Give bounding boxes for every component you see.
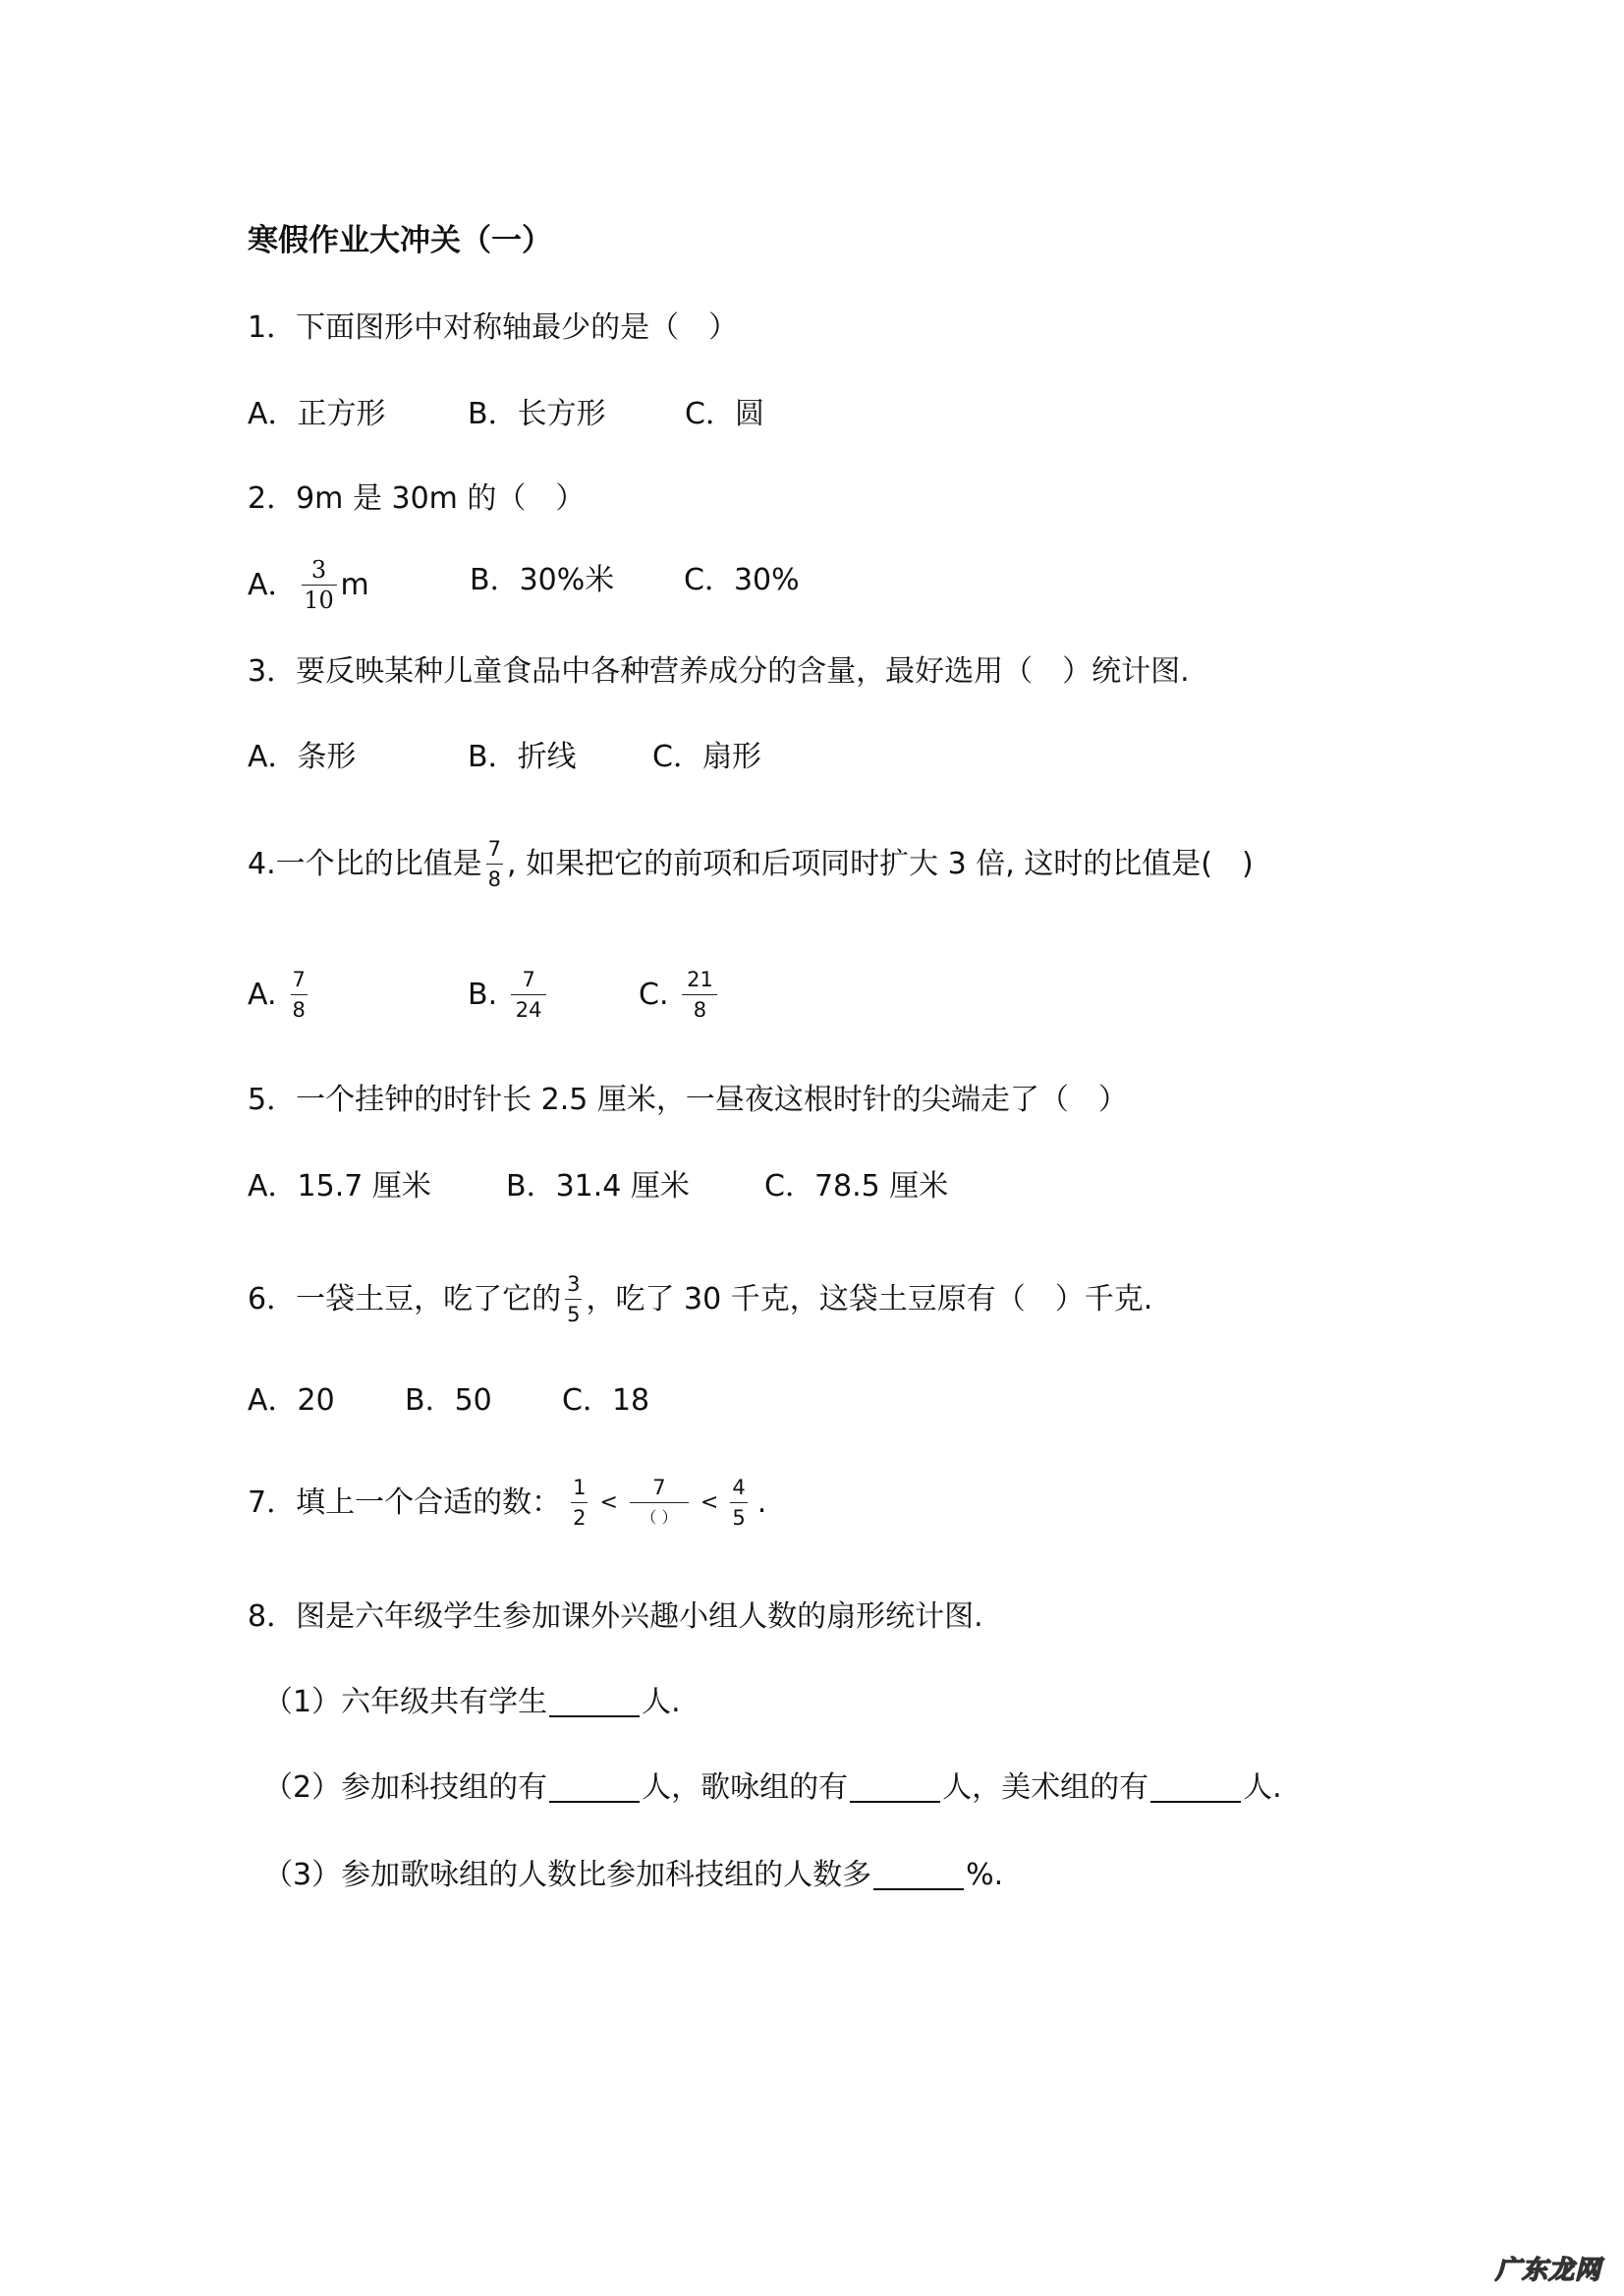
option-label: A． bbox=[248, 740, 298, 774]
sub-label: （1） bbox=[263, 1685, 342, 1719]
option-text: 18 bbox=[611, 1383, 650, 1418]
watermark-logo: 广东龙网 bbox=[1495, 2256, 1602, 2285]
q3-option-c[interactable] bbox=[652, 738, 761, 777]
fraction-bar bbox=[486, 864, 503, 865]
question-number: 3． bbox=[248, 654, 297, 689]
fraction-bar bbox=[291, 994, 308, 995]
answer-blank[interactable] bbox=[850, 1773, 940, 1803]
question-number: 8． bbox=[248, 1599, 297, 1634]
fraction bbox=[565, 1272, 582, 1326]
option-label: B. bbox=[468, 977, 498, 1012]
sub-label: （3） bbox=[263, 1858, 342, 1892]
sub-text: 参加科技组的有 bbox=[341, 1770, 548, 1805]
q8-sub-2 bbox=[263, 1768, 1282, 1808]
numerator: 4 bbox=[732, 1476, 746, 1499]
q2-option-a[interactable] bbox=[248, 558, 369, 612]
option-label: C． bbox=[652, 740, 702, 774]
fraction-bar bbox=[682, 994, 717, 995]
sub-text: 六年级共有学生 bbox=[341, 1685, 548, 1719]
option-text: 30% bbox=[733, 563, 800, 597]
numerator: 3 bbox=[567, 1272, 581, 1296]
numerator: 7 bbox=[487, 837, 501, 861]
page-title bbox=[248, 221, 552, 260]
question-stem-before: 一袋土豆，吃了它的 bbox=[296, 1281, 562, 1316]
numerator: 7 bbox=[292, 968, 306, 991]
fraction bbox=[682, 968, 717, 1022]
denominator: 8 bbox=[292, 998, 306, 1022]
option-label: A． bbox=[248, 1169, 298, 1204]
denominator: 8 bbox=[487, 868, 501, 891]
option-text: 20 bbox=[297, 1383, 335, 1418]
fraction bbox=[511, 968, 546, 1022]
question-number: 7． bbox=[248, 1484, 297, 1520]
title-text: 寒假作业大冲关（一） bbox=[248, 223, 552, 258]
q4-option-a[interactable] bbox=[248, 968, 311, 1022]
numerator: 7 bbox=[522, 968, 535, 991]
question-4 bbox=[248, 837, 1254, 891]
option-label: C． bbox=[764, 1169, 814, 1204]
option-label: B． bbox=[506, 1169, 556, 1204]
denominator: 10 bbox=[304, 587, 334, 614]
question-6 bbox=[248, 1272, 1152, 1326]
option-label: C． bbox=[684, 563, 734, 597]
answer-blank[interactable] bbox=[549, 1773, 640, 1803]
option-text: 折线 bbox=[517, 740, 577, 774]
option-suffix: m bbox=[340, 567, 369, 602]
numerator: 3 bbox=[310, 556, 327, 584]
q6-option-c[interactable] bbox=[562, 1381, 649, 1421]
sub-label: （2） bbox=[263, 1770, 342, 1805]
option-text: 30%米 bbox=[519, 563, 615, 597]
sub-text: %. bbox=[966, 1858, 1004, 1892]
option-label: B． bbox=[470, 563, 520, 597]
denominator: 2 bbox=[573, 1506, 587, 1530]
numerator: 7 bbox=[652, 1476, 666, 1499]
q1-option-c[interactable] bbox=[685, 395, 764, 434]
q4-option-c[interactable] bbox=[639, 968, 721, 1022]
question-stem: 图是六年级学生参加课外兴趣小组人数的扇形统计图. bbox=[296, 1599, 983, 1634]
question-stem-after: ，吃了 30 千克，这袋土豆原有（ ）千克. bbox=[586, 1281, 1153, 1316]
fraction-bar bbox=[565, 1299, 582, 1300]
option-label: A. bbox=[248, 977, 277, 1012]
fraction bbox=[486, 837, 503, 891]
denominator: 5 bbox=[567, 1303, 581, 1326]
option-label: B． bbox=[468, 740, 518, 774]
q5-option-c[interactable] bbox=[764, 1167, 948, 1206]
q6-option-b[interactable] bbox=[405, 1381, 492, 1421]
q2-option-b[interactable] bbox=[470, 561, 614, 600]
sub-text: 人，歌咏组的有 bbox=[642, 1770, 849, 1805]
q1-option-a[interactable] bbox=[248, 395, 386, 434]
denominator: 24 bbox=[515, 998, 542, 1022]
question-8 bbox=[248, 1597, 983, 1637]
option-label: A． bbox=[248, 567, 298, 602]
fraction-bar bbox=[302, 585, 337, 586]
denominator: 5 bbox=[732, 1506, 746, 1530]
answer-blank[interactable] bbox=[549, 1688, 640, 1717]
q2-option-c[interactable] bbox=[684, 561, 800, 600]
question-7 bbox=[248, 1476, 766, 1530]
option-text: 长方形 bbox=[517, 397, 606, 431]
numerator: 1 bbox=[573, 1476, 587, 1499]
question-stem: 填上一个合适的数： bbox=[296, 1484, 562, 1520]
sub-text: 人. bbox=[1243, 1770, 1282, 1805]
fraction-bar bbox=[630, 1502, 689, 1503]
option-text: 条形 bbox=[297, 740, 357, 774]
question-stem-before: 一个比的比值是 bbox=[275, 846, 482, 881]
fraction-bar bbox=[571, 1502, 588, 1503]
q3-option-a[interactable] bbox=[248, 738, 357, 777]
option-label: C. bbox=[639, 977, 669, 1012]
question-stem-after: , 如果把它的前项和后项同时扩大 3 倍, 这时的比值是( ) bbox=[507, 846, 1254, 881]
sub-text: 参加歌咏组的人数比参加科技组的人数多 bbox=[341, 1858, 872, 1892]
fraction-bar bbox=[511, 994, 546, 995]
answer-blank[interactable] bbox=[873, 1861, 964, 1890]
less-than-sign: < bbox=[599, 1489, 618, 1515]
option-label: C． bbox=[685, 397, 735, 431]
question-stem: 下面图形中对称轴最少的是（ ） bbox=[296, 310, 739, 345]
question-5 bbox=[248, 1081, 1128, 1120]
option-text: 15.7 厘米 bbox=[297, 1169, 431, 1204]
period: . bbox=[756, 1484, 767, 1520]
question-stem: 一个挂钟的时针长 2.5 厘米，一昼夜这根时针的尖端走了（ ） bbox=[296, 1083, 1128, 1117]
fraction-1-2 bbox=[571, 1476, 588, 1530]
question-stem: 要反映某种儿童食品中各种营养成分的含量，最好选用（ ）统计图. bbox=[296, 654, 1190, 689]
question-number: 2． bbox=[248, 481, 297, 516]
q8-sub-3 bbox=[263, 1856, 1003, 1895]
question-number: 6． bbox=[248, 1281, 297, 1316]
q6-option-a[interactable] bbox=[248, 1381, 335, 1421]
option-label: A． bbox=[248, 1383, 298, 1418]
option-text: 扇形 bbox=[701, 740, 761, 774]
question-2 bbox=[248, 479, 585, 519]
option-text: 31.4 厘米 bbox=[555, 1169, 690, 1204]
question-number: 1． bbox=[248, 310, 297, 345]
fraction-4-5 bbox=[730, 1476, 747, 1530]
sub-text: 人. bbox=[642, 1685, 681, 1719]
option-label: C． bbox=[562, 1383, 612, 1418]
q8-sub-1 bbox=[263, 1683, 681, 1722]
option-text: 78.5 厘米 bbox=[813, 1169, 949, 1204]
q3-option-b[interactable] bbox=[468, 738, 577, 777]
question-3 bbox=[248, 652, 1190, 692]
numerator: 21 bbox=[687, 968, 713, 991]
blank-denominator[interactable]: （ ） bbox=[641, 1508, 678, 1527]
question-number: 5． bbox=[248, 1083, 297, 1117]
fraction bbox=[302, 558, 337, 612]
question-number: 4. bbox=[248, 846, 276, 881]
option-label: A． bbox=[248, 397, 298, 431]
option-label: B． bbox=[405, 1383, 455, 1418]
less-than-sign: < bbox=[700, 1489, 719, 1515]
denominator: 8 bbox=[693, 998, 707, 1022]
q5-option-b[interactable] bbox=[506, 1167, 690, 1206]
option-text: 正方形 bbox=[297, 397, 386, 431]
q5-option-a[interactable] bbox=[248, 1167, 431, 1206]
fraction-bar bbox=[730, 1502, 747, 1503]
option-text: 50 bbox=[454, 1383, 492, 1418]
fraction bbox=[291, 968, 308, 1022]
question-stem: 9m 是 30m 的（ ） bbox=[296, 481, 586, 516]
sub-text: 人，美术组的有 bbox=[942, 1770, 1149, 1805]
option-text: 圆 bbox=[734, 397, 764, 431]
q1-option-b[interactable] bbox=[468, 395, 606, 434]
question-1 bbox=[248, 308, 738, 348]
answer-blank[interactable] bbox=[1150, 1773, 1241, 1803]
option-label: B． bbox=[468, 397, 518, 431]
q4-option-b[interactable] bbox=[468, 968, 550, 1022]
fraction-7-blank[interactable] bbox=[630, 1476, 689, 1530]
